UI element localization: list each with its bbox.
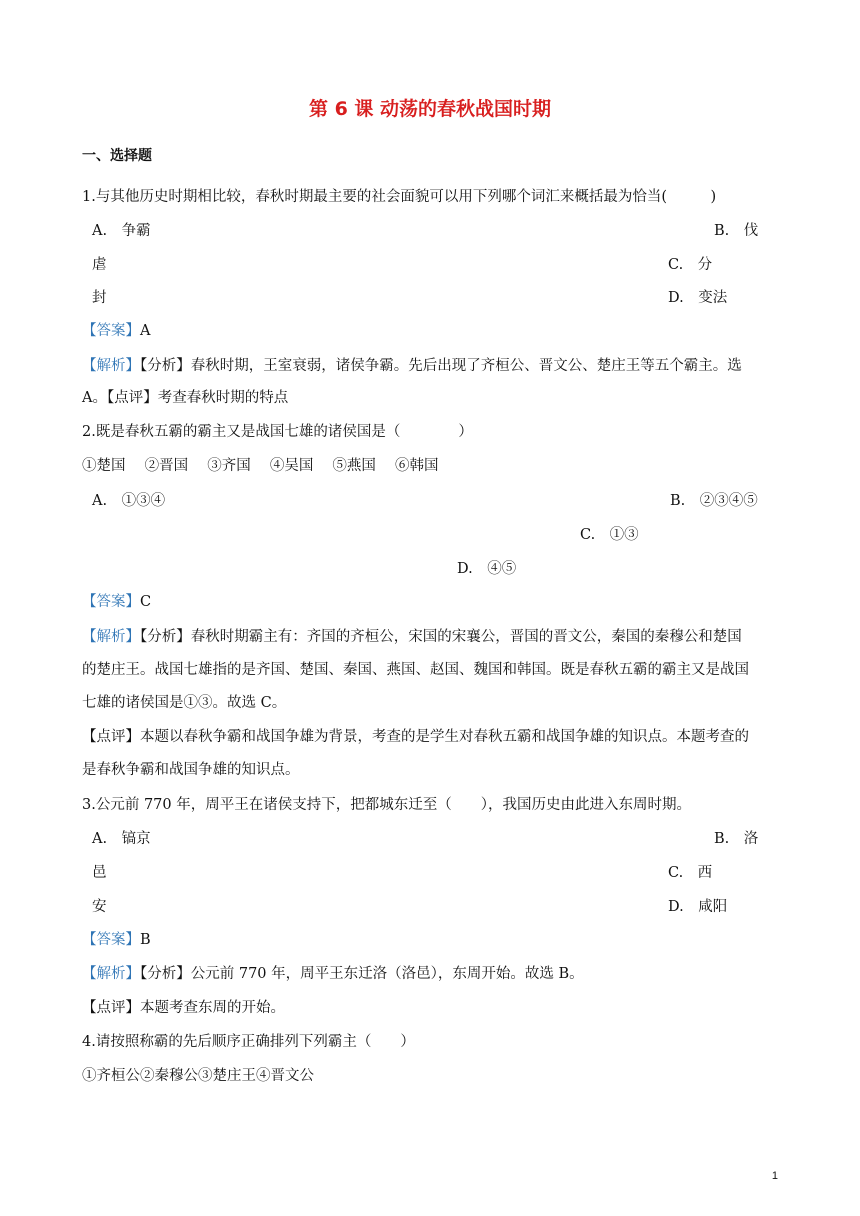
q3-analysis-line-1: [82, 964, 584, 984]
analysis-tag: 【解析】: [82, 358, 140, 374]
answer-tag: 【答案】: [82, 323, 140, 339]
q1-analysis-line-2: A。【点评】考查春秋时期的特点: [82, 390, 289, 406]
q2-comment-line-2: 是春秋争霸和战国争雄的知识点。: [82, 762, 300, 778]
q2-answer-value: C: [140, 594, 152, 610]
q1-option-d: D. 变法: [668, 290, 728, 306]
section-heading: 一、选择题: [82, 148, 152, 164]
q3-option-c: C. 西: [668, 865, 713, 881]
q2-option-b: B. ②③④⑤: [670, 493, 758, 509]
q3-stem: 3.公元前 770 年，周平王在诸侯支持下，把都城东迁至（ ），我国历史由此进入东周时期。: [82, 797, 691, 813]
q2-stem: 2.既是春秋五霸的霸主又是战国七雄的诸侯国是（ ）: [82, 424, 473, 440]
q3-option-b-continued: 邑: [92, 865, 107, 881]
q3-analysis-text: 【分析】公元前 770 年，周平王东迁洛（洛邑），东周开始。故选 B。: [140, 966, 584, 982]
q4-stem: 4.请按照称霸的先后顺序正确排列下列霸主（ ）: [82, 1034, 415, 1050]
q2-analysis-line-1: [82, 627, 742, 647]
q2-option-a: A. ①③④: [92, 493, 166, 509]
q1-analysis-text: 【分析】春秋时期，王室衰弱，诸侯争霸。先后出现了齐桓公、晋文公、楚庄王等五个霸主。选: [140, 358, 742, 374]
q3-option-b: B. 洛: [714, 831, 759, 847]
q1-analysis-line-1: [82, 356, 742, 376]
page-title: 第 6 课 动荡的春秋战国时期: [308, 98, 552, 120]
analysis-tag: 【解析】: [82, 629, 140, 645]
q2-analysis-line-2: 的楚庄王。战国七雄指的是齐国、楚国、秦国、燕国、赵国、魏国和韩国。既是春秋五霸的霸主又是战国: [82, 662, 749, 678]
q3-answer-value: B: [140, 932, 151, 948]
q4-items: ①齐桓公②秦穆公③楚庄王④晋文公: [82, 1068, 314, 1084]
answer-tag: 【答案】: [82, 594, 140, 610]
q1-option-c-continued: 封: [92, 290, 107, 306]
q3-comment-line-1: 【点评】本题考查东周的开始。: [82, 1000, 285, 1016]
q2-option-c: C. ①③: [580, 527, 639, 543]
q2-answer: [82, 592, 151, 612]
q3-option-a: A. 镐京: [92, 831, 151, 847]
page-number: 1: [771, 1170, 778, 1182]
q3-option-c-continued: 安: [92, 899, 107, 915]
q2-items: ①楚国 ②晋国 ③齐国 ④吴国 ⑤燕国 ⑥韩国: [82, 458, 439, 474]
q1-answer-value: A: [140, 323, 151, 339]
q1-stem: 1.与其他历史时期相比较，春秋时期最主要的社会面貌可以用下列哪个词汇来概括最为恰当( ): [82, 189, 717, 205]
q1-option-b: B. 伐: [714, 223, 759, 239]
q3-option-d: D. 咸阳: [668, 899, 728, 915]
q1-option-a: A. 争霸: [92, 223, 151, 239]
q2-analysis-line-3: 七雄的诸侯国是①③。故选 C。: [82, 695, 287, 711]
analysis-tag: 【解析】: [82, 966, 140, 982]
q1-option-c: C. 分: [668, 257, 713, 273]
q2-comment-line-1: 【点评】本题以春秋争霸和战国争雄为背景，考查的是学生对春秋五霸和战国争雄的知识点。本题考查的: [82, 729, 749, 745]
q2-option-d: D. ④⑤: [457, 561, 517, 577]
answer-tag: 【答案】: [82, 932, 140, 948]
q3-answer: [82, 930, 151, 950]
q2-analysis-text: 【分析】春秋时期霸主有：齐国的齐桓公，宋国的宋襄公，晋国的晋文公，秦国的秦穆公和楚国: [140, 629, 742, 645]
q1-option-b-continued: 虐: [92, 257, 107, 273]
q1-answer: [82, 321, 150, 341]
